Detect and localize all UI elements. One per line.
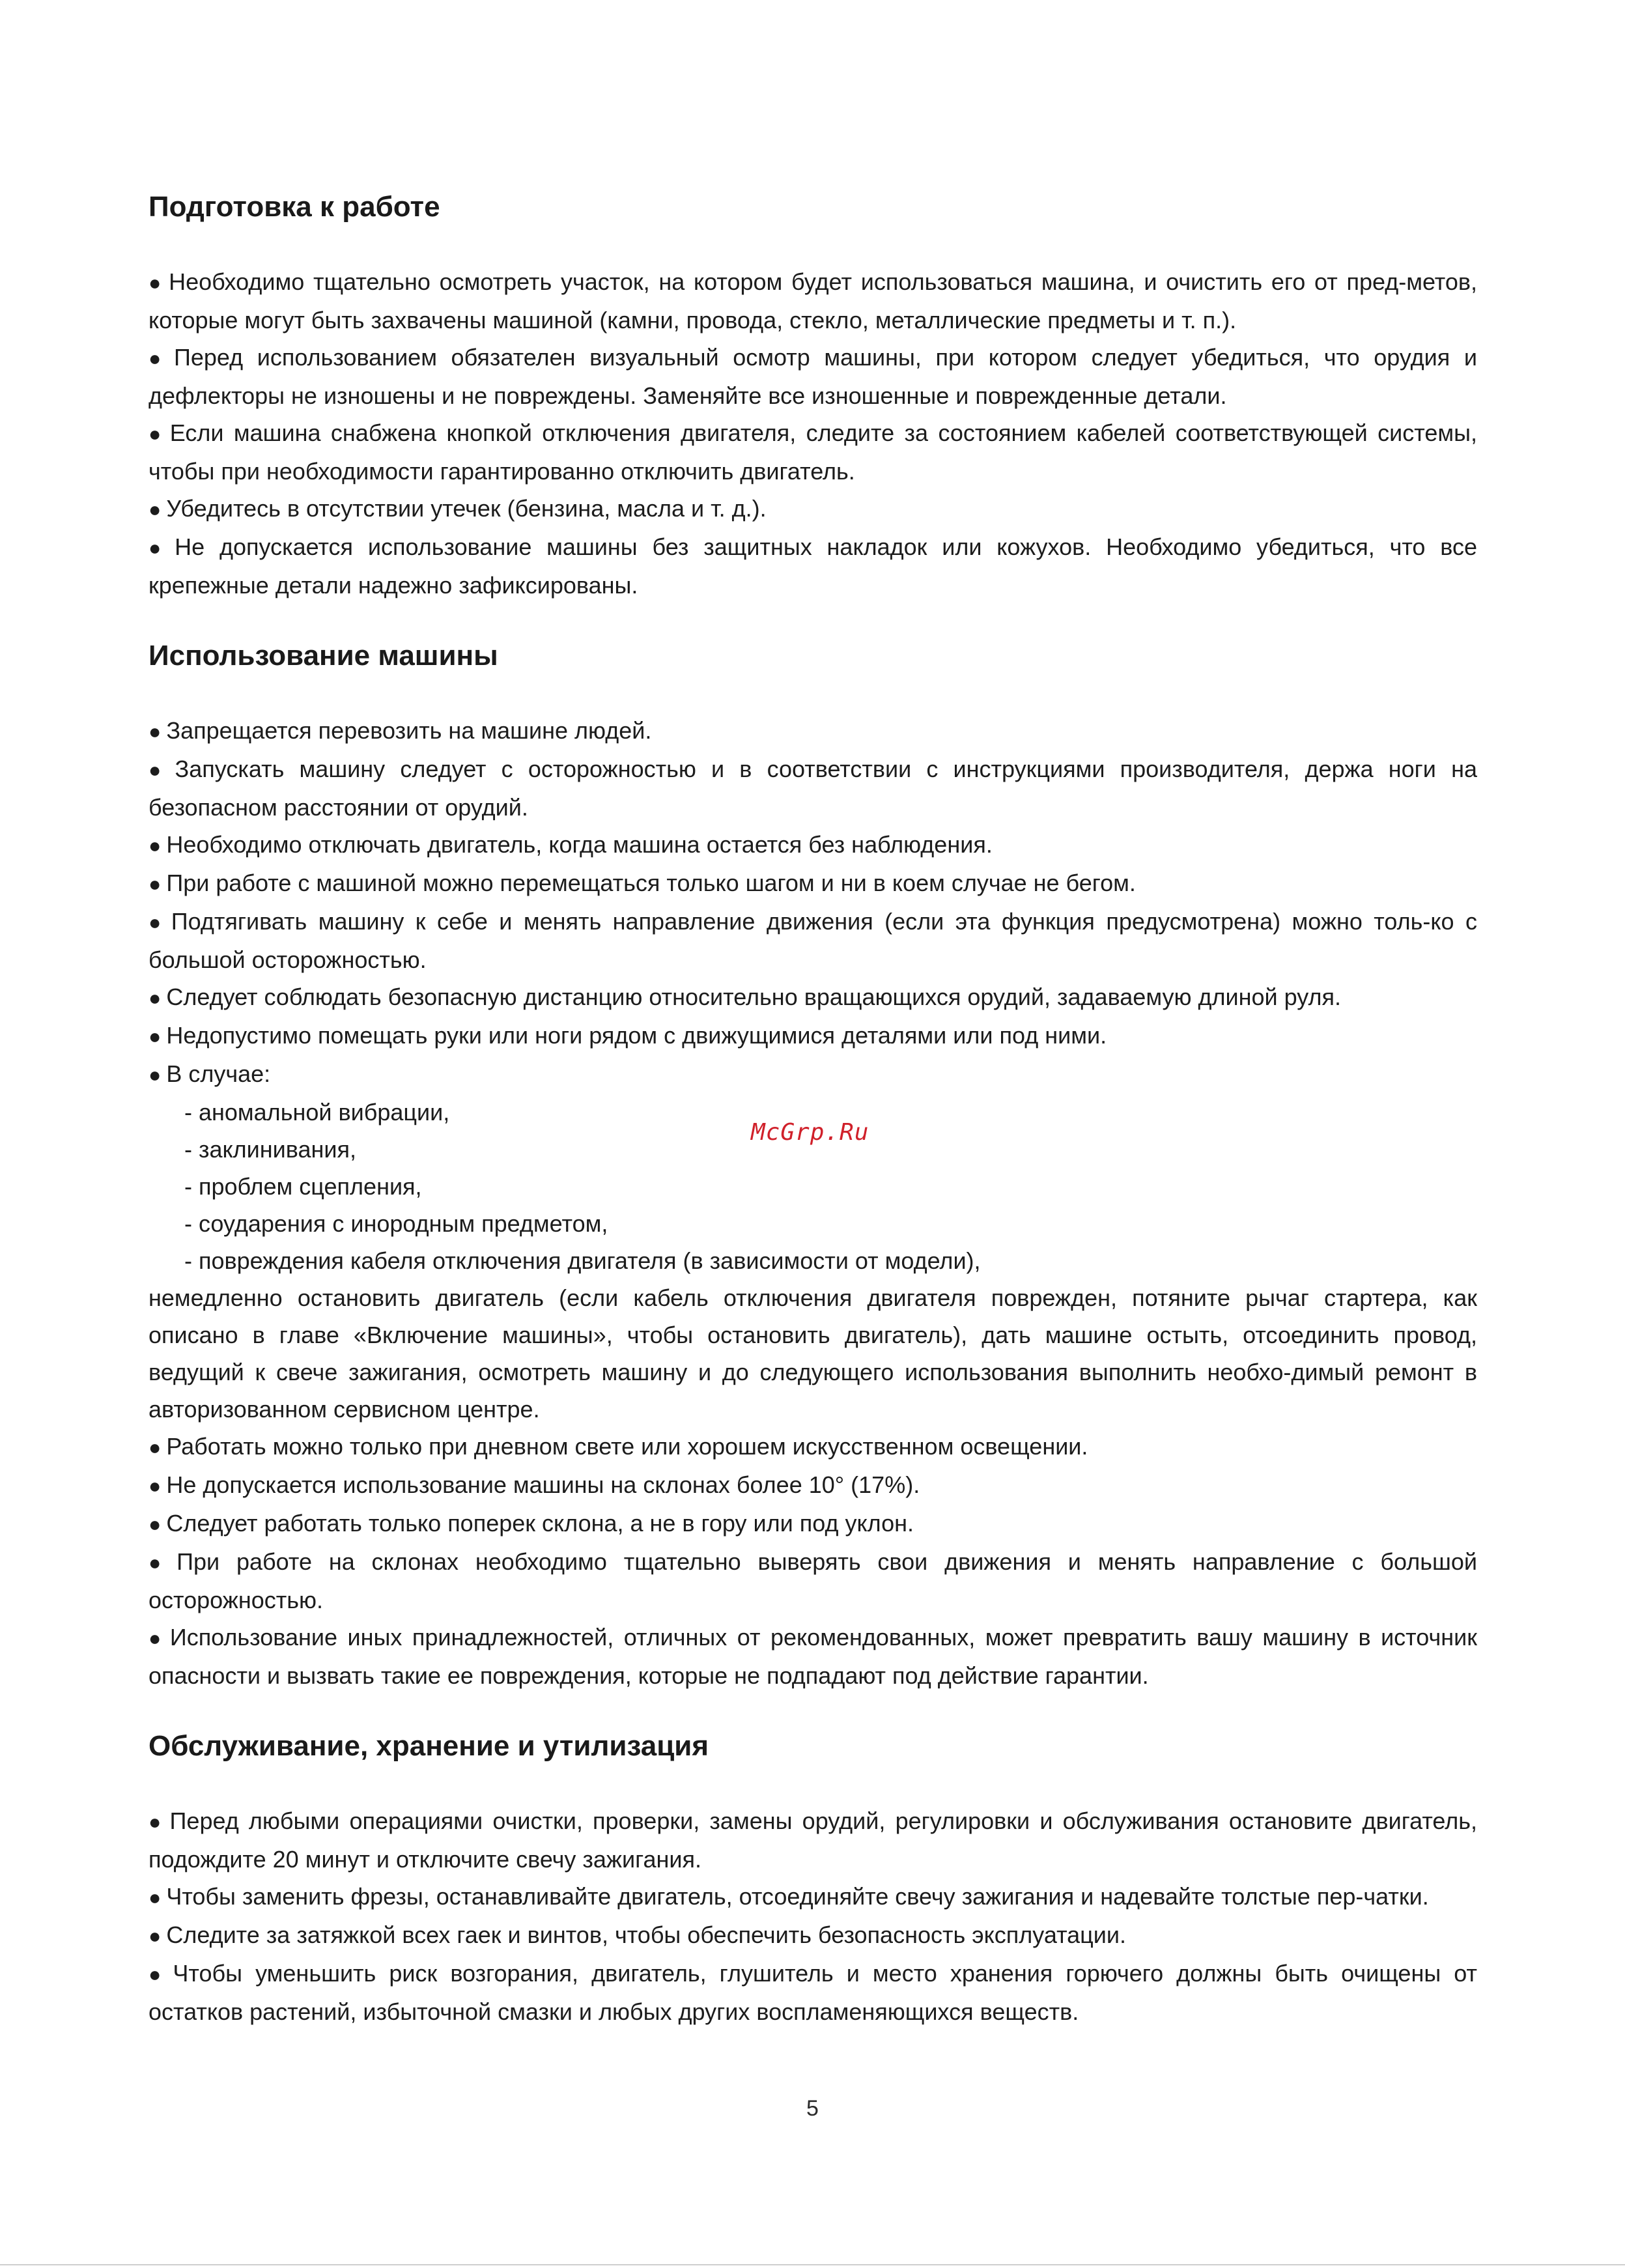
list-item: ● В случае:: [148, 1055, 1477, 1094]
document-page: [148, 189, 1477, 2030]
sub-list-item: - проблем сцепления,: [184, 1173, 422, 1200]
list-item: ● Убедитесь в отсутствии утечек (бензина, масла и т. д.).: [148, 490, 1477, 528]
list-item: ● При работе с машиной можно перемещаться только шагом и ни в коем случае не бегом.: [148, 864, 1477, 903]
list-item: ● Перед любыми операциями очистки, проверки, замены орудий, регулировки и обслуживания остановите двигатель, подождите 20 минут и отключите свечу зажигания.: [148, 1802, 1477, 1878]
sub-list-item: - аномальной вибрации,: [184, 1099, 450, 1126]
list-item: ● Запрещается перевозить на машине людей.: [148, 712, 1477, 750]
list-item: ● При работе на склонах необходимо тщательно выверять свои движения и менять направление с большой осторожностью.: [148, 1543, 1477, 1619]
list-item: ● Необходимо тщательно осмотреть участок, на котором будет использоваться машина, и очистить его от пред-метов, которые могут быть захвачены машиной (камни, провода, стекло, металлические предметы и т. п.).: [148, 263, 1477, 339]
sub-list-item: - соударения с инородным предметом,: [184, 1210, 608, 1237]
list-item: ● Не допускается использование машины без защитных накладок или кожухов. Необходимо убедиться, что все крепежные детали надежно зафиксированы.: [148, 528, 1477, 604]
list-item: ● Чтобы заменить фрезы, останавливайте двигатель, отсоединяйте свечу зажигания и надевайте толстые пер-чатки.: [148, 1878, 1477, 1916]
bottom-divider: [0, 2264, 1625, 2265]
section-heading-preparation: Подготовка к работе: [148, 191, 440, 223]
list-item: ● Запускать машину следует с осторожностью и в соответствии с инструкциями производителя, держа ноги на безопасном расстоянии от орудий.: [148, 750, 1477, 826]
list-item: ● Следует соблюдать безопасную дистанцию относительно вращающихся орудий, задаваемую длиной руля.: [148, 978, 1477, 1017]
sub-list-item: - заклинивания,: [184, 1136, 357, 1163]
list-item: ● Следите за затяжкой всех гаек и винтов, чтобы обеспечить безопасность эксплуатации.: [148, 1916, 1477, 1955]
list-item: ● Подтягивать машину к себе и менять направление движения (если эта функция предусмотрена) можно толь-ко с большой осторожностью.: [148, 903, 1477, 978]
list-item: ● Если машина снабжена кнопкой отключения двигателя, следите за состоянием кабелей соответствующей системы, чтобы при необходимости гарантированно отключить двигатель.: [148, 414, 1477, 490]
continuation-paragraph: немедленно остановить двигатель (если кабель отключения двигателя поврежден, потяните рычаг стартера, как описано в главе «Включение машины», чтобы остановить двигатель), дать машине остыть, отсоединить провод, ведущий к свече зажигания, осмотреть машину и до следующего использования выполнить необхо-димый ремонт в авторизованном сервисном центре.: [148, 1284, 1477, 1423]
section-heading-maintenance: Обслуживание, хранение и утилизация: [148, 1730, 709, 1762]
page-number: 5: [806, 2096, 819, 2121]
list-item: ● Недопустимо помещать руки или ноги рядом с движущимися деталями или под ними.: [148, 1017, 1477, 1055]
watermark: McGrp.Ru: [751, 1119, 869, 1146]
section-heading-usage: Использование машины: [148, 640, 498, 672]
list-item: ● Перед использованием обязателен визуальный осмотр машины, при котором следует убедиться, что орудия и дефлекторы не изношены и не повреждены. Заменяйте все изношенные и поврежденные детали.: [148, 339, 1477, 414]
list-item: ● Следует работать только поперек склона, а не в гору или под уклон.: [148, 1505, 1477, 1543]
list-item: ● Работать можно только при дневном свете или хорошем искусственном освещении.: [148, 1428, 1477, 1466]
list-item: ● Использование иных принадлежностей, отличных от рекомендованных, может превратить вашу машину в источник опасности и вызвать такие ее повреждения, которые не подпадают под действие гарантии.: [148, 1619, 1477, 1694]
sub-list-item: - повреждения кабеля отключения двигателя (в зависимости от модели),: [184, 1247, 981, 1274]
list-item: ● Необходимо отключать двигатель, когда машина остается без наблюдения.: [148, 826, 1477, 864]
list-item: ● Не допускается использование машины на склонах более 10° (17%).: [148, 1466, 1477, 1505]
list-item: ● Чтобы уменьшить риск возгорания, двигатель, глушитель и место хранения горючего должны быть очищены от остатков растений, избыточной смазки и любых других воспламеняющихся веществ.: [148, 1955, 1477, 2030]
